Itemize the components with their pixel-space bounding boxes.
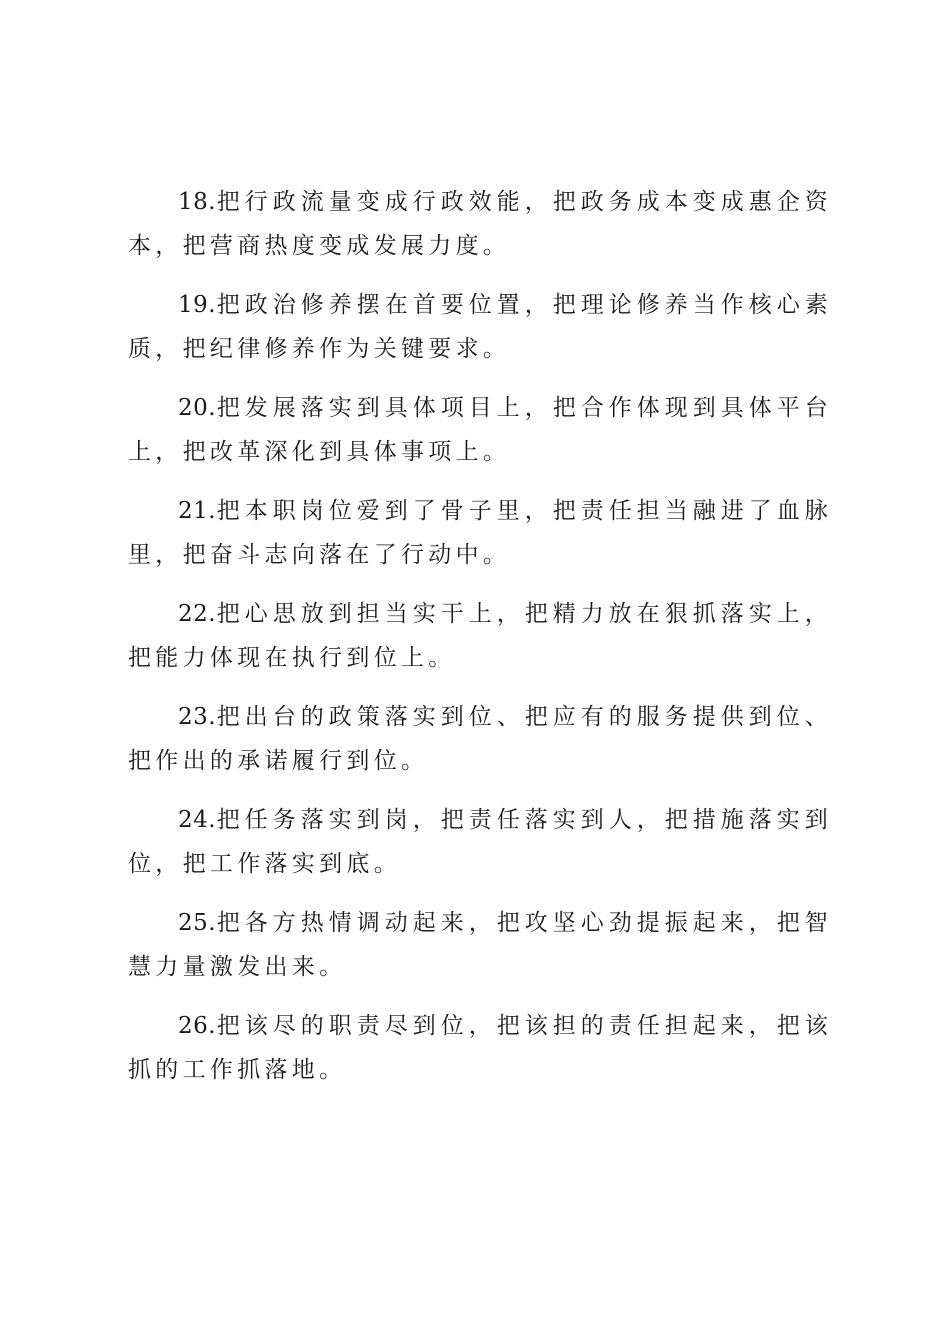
paragraph-23 <box>128 695 832 783</box>
paragraph-number: 18. <box>178 189 217 215</box>
paragraph-18 <box>128 180 832 268</box>
paragraph-number: 19. <box>178 292 217 318</box>
paragraph-number: 20. <box>178 395 217 421</box>
paragraph-text: 把发展落实到具体项目上，把合作体现到具体平台上，把改革深化到具体事项上。 <box>128 395 832 465</box>
paragraph-text: 把本职岗位爱到了骨子里，把责任担当融进了血脉里，把奋斗志向落在了行动中。 <box>128 498 832 568</box>
paragraph-number: 26. <box>178 1013 217 1039</box>
paragraph-25 <box>128 901 832 989</box>
paragraph-text: 把政治修养摆在首要位置，把理论修养当作核心素质，把纪律修养作为关键要求。 <box>128 292 832 362</box>
paragraph-text: 把任务落实到岗，把责任落实到人，把措施落实到位，把工作落实到底。 <box>128 807 832 877</box>
paragraph-20 <box>128 386 832 474</box>
document-body <box>128 180 832 1107</box>
paragraph-22 <box>128 592 832 680</box>
paragraph-24 <box>128 798 832 886</box>
paragraph-21 <box>128 489 832 577</box>
paragraph-number: 21. <box>178 498 217 524</box>
paragraph-number: 24. <box>178 807 217 833</box>
paragraph-26 <box>128 1004 832 1092</box>
paragraph-19 <box>128 283 832 371</box>
paragraph-text: 把该尽的职责尽到位，把该担的责任担起来，把该抓的工作抓落地。 <box>128 1013 832 1083</box>
paragraph-text: 把心思放到担当实干上，把精力放在狠抓落实上，把能力体现在执行到位上。 <box>128 601 832 671</box>
paragraph-text: 把各方热情调动起来，把攻坚心劲提振起来，把智慧力量激发出来。 <box>128 910 832 980</box>
paragraph-number: 22. <box>178 601 217 627</box>
paragraph-number: 25. <box>178 910 217 936</box>
paragraph-text: 把行政流量变成行政效能，把政务成本变成惠企资本，把营商热度变成发展力度。 <box>128 189 832 259</box>
paragraph-text: 把出台的政策落实到位、把应有的服务提供到位、把作出的承诺履行到位。 <box>128 704 832 774</box>
paragraph-number: 23. <box>178 704 217 730</box>
